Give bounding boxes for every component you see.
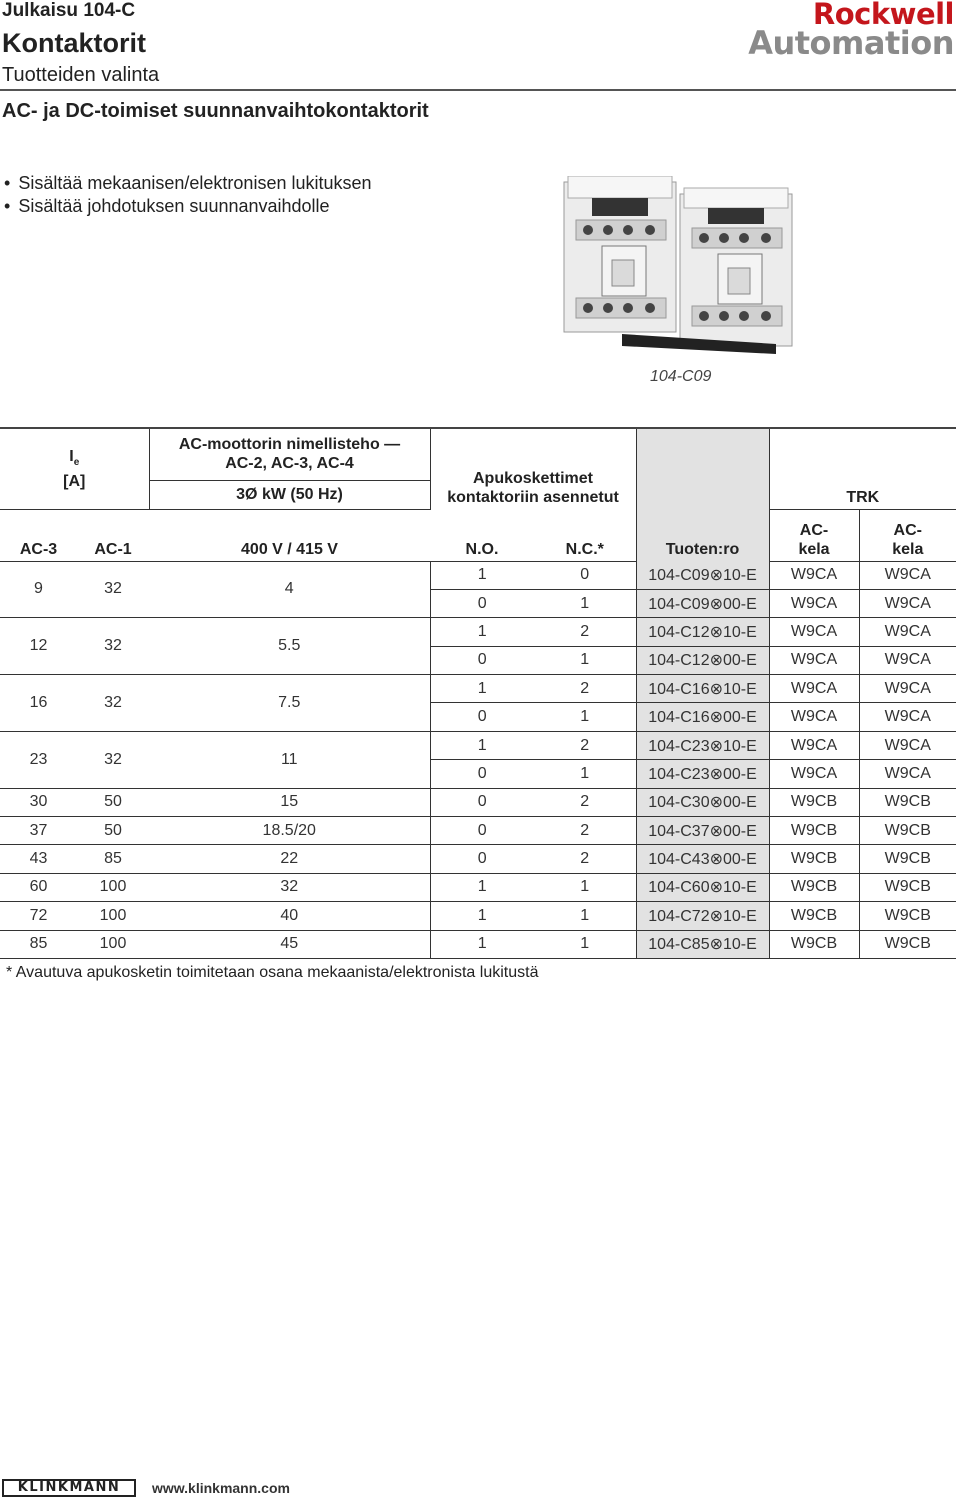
aux-contacts-line1: Apukoskettimet <box>472 470 594 487</box>
ac3-cell: 9 <box>0 561 77 618</box>
header-divider <box>0 89 956 91</box>
ie-unit: [A] <box>63 472 86 490</box>
catalog-cell: 104-C37⊗00-E <box>636 817 769 845</box>
brand-logo <box>748 0 954 62</box>
ac1-cell: 32 <box>77 731 149 788</box>
coil1-cell: W9CA <box>769 646 859 674</box>
catalog-cell: 104-C12⊗00-E <box>636 646 769 674</box>
aux-contacts-line2: kontaktoriin asennetut <box>447 489 619 506</box>
catalog-cell: 104-C30⊗00-E <box>636 788 769 816</box>
kw-cell: 4 <box>149 561 430 618</box>
ac3-cell: 85 <box>0 930 77 958</box>
publication-number: Julkaisu 104-C <box>2 0 136 21</box>
voltage-label: 400 V / 415 V <box>241 540 338 558</box>
nc-cell: 1 <box>534 703 636 731</box>
nc-cell: 1 <box>534 646 636 674</box>
no-cell: 1 <box>430 930 534 958</box>
coil2-line2: kela <box>892 540 924 558</box>
ac3-cell: 43 <box>0 845 77 873</box>
kw-cell: 5.5 <box>149 618 430 675</box>
ac1-header <box>77 509 149 561</box>
ac3-cell: 72 <box>0 902 77 930</box>
ac1-cell: 100 <box>77 902 149 930</box>
catalog-cell: 104-C16⊗00-E <box>636 703 769 731</box>
coil1-cell: W9CB <box>769 788 859 816</box>
motor-rating-line2: AC-2, AC-3, AC-4 <box>225 455 354 473</box>
coil1-cell: W9CB <box>769 930 859 958</box>
ac1-cell: 32 <box>77 561 149 618</box>
no-cell: 0 <box>430 589 534 617</box>
coil2-cell: W9CA <box>859 703 956 731</box>
ac3-cell: 12 <box>0 618 77 675</box>
product-image-caption: 104-C09 <box>650 368 712 385</box>
catalog-cell: 104-C43⊗00-E <box>636 845 769 873</box>
catalog-cell: 104-C85⊗10-E <box>636 930 769 958</box>
catalog-cell: 104-C23⊗10-E <box>636 731 769 759</box>
nc-cell: 2 <box>534 618 636 646</box>
ac3-cell: 16 <box>0 675 77 732</box>
nc-cell: 2 <box>534 845 636 873</box>
nc-cell: 2 <box>534 788 636 816</box>
nc-cell: 1 <box>534 902 636 930</box>
table-row <box>0 731 956 759</box>
table-row <box>0 675 956 703</box>
ie-header <box>0 428 149 509</box>
page-subtitle: Tuotteiden valinta <box>2 64 160 86</box>
coil2-cell: W9CB <box>859 817 956 845</box>
ie-subscript: e <box>73 456 80 468</box>
no-cell: 1 <box>430 902 534 930</box>
nc-cell: 1 <box>534 873 636 901</box>
no-cell: 0 <box>430 703 534 731</box>
catalog-number-header <box>636 428 769 561</box>
ac1-cell: 32 <box>77 618 149 675</box>
catalog-cell: 104-C16⊗10-E <box>636 675 769 703</box>
coil1-cell: W9CA <box>769 589 859 617</box>
no-cell: 1 <box>430 618 534 646</box>
nc-cell: 2 <box>534 675 636 703</box>
no-cell: 0 <box>430 845 534 873</box>
trk-header <box>769 428 956 509</box>
table-row <box>0 618 956 646</box>
no-cell: 0 <box>430 788 534 816</box>
table-row <box>0 561 956 589</box>
nc-cell: 1 <box>534 589 636 617</box>
coil2-cell: W9CA <box>859 760 956 788</box>
kw-cell: 7.5 <box>149 675 430 732</box>
nc-cell: 2 <box>534 731 636 759</box>
table-row <box>0 902 956 930</box>
ac3-cell: 37 <box>0 817 77 845</box>
motor-rating-header <box>149 428 430 480</box>
nc-cell: 1 <box>534 930 636 958</box>
coil2-cell: W9CA <box>859 731 956 759</box>
contactor-product-image <box>562 176 798 360</box>
voltage-header <box>149 509 430 561</box>
no-cell: 0 <box>430 646 534 674</box>
coil2-cell: W9CB <box>859 902 956 930</box>
coil2-header <box>859 509 956 561</box>
coil1-cell: W9CA <box>769 561 859 589</box>
catalog-cell: 104-C72⊗10-E <box>636 902 769 930</box>
kw-cell: 40 <box>149 902 430 930</box>
no-cell: 0 <box>430 760 534 788</box>
coil2-cell: W9CA <box>859 646 956 674</box>
coil1-cell: W9CA <box>769 703 859 731</box>
no-cell: 1 <box>430 873 534 901</box>
coil2-cell: W9CB <box>859 788 956 816</box>
coil1-line2: kela <box>798 540 830 558</box>
coil2-cell: W9CA <box>859 675 956 703</box>
kw-cell: 15 <box>149 788 430 816</box>
coil1-cell: W9CA <box>769 675 859 703</box>
coil2-cell: W9CB <box>859 930 956 958</box>
table-row <box>0 845 956 873</box>
coil1-cell: W9CB <box>769 845 859 873</box>
ie-symbol: I <box>69 447 74 465</box>
feature-item: • Sisältää mekaanisen/elektronisen lukituksen <box>4 172 372 195</box>
distributor-logo: KLINKMANN <box>2 1479 136 1497</box>
ac1-cell: 50 <box>77 788 149 816</box>
coil1-cell: W9CA <box>769 731 859 759</box>
nc-cell: 2 <box>534 817 636 845</box>
coil2-cell: W9CA <box>859 618 956 646</box>
nc-cell: 0 <box>534 561 636 589</box>
coil2-cell: W9CB <box>859 873 956 901</box>
kw-cell: 45 <box>149 930 430 958</box>
power-header <box>149 480 430 509</box>
catalog-cell: 104-C09⊗00-E <box>636 589 769 617</box>
coil2-cell: W9CA <box>859 589 956 617</box>
no-cell: 1 <box>430 561 534 589</box>
feature-item: • Sisältää johdotuksen suunnanvaihdolle <box>4 195 372 218</box>
page-title: Kontaktorit <box>2 28 146 58</box>
table-row <box>0 930 956 958</box>
brand-logo-line2: Automation <box>748 24 954 62</box>
coil1-line1: AC- <box>799 521 829 539</box>
coil2-cell: W9CB <box>859 845 956 873</box>
ac1-cell: 100 <box>77 873 149 901</box>
brand-logo-line1: Rockwell <box>812 0 954 31</box>
table-body <box>0 561 956 958</box>
coil1-cell: W9CB <box>769 873 859 901</box>
ac1-cell: 85 <box>77 845 149 873</box>
ac1-label: AC-1 <box>94 540 132 558</box>
no-header <box>430 509 534 561</box>
ac3-cell: 60 <box>0 873 77 901</box>
table-row <box>0 788 956 816</box>
section-title: AC- ja DC-toimiset suunnanvaihtokontaktorit <box>2 100 429 122</box>
table-row <box>0 873 956 901</box>
ac1-cell: 50 <box>77 817 149 845</box>
catalog-cell: 104-C60⊗10-E <box>636 873 769 901</box>
ac3-cell: 23 <box>0 731 77 788</box>
coil2-cell: W9CA <box>859 561 956 589</box>
catalog-cell: 104-C09⊗10-E <box>636 561 769 589</box>
motor-rating-line1: AC-moottorin nimellisteho — <box>178 436 401 454</box>
kw-cell: 22 <box>149 845 430 873</box>
no-cell: 0 <box>430 817 534 845</box>
power-label: 3Ø kW (50 Hz) <box>236 486 343 503</box>
trk-label: TRK <box>846 488 880 506</box>
no-label: N.O. <box>465 540 499 558</box>
kw-cell: 18.5/20 <box>149 817 430 845</box>
feature-list <box>4 172 372 218</box>
no-cell: 1 <box>430 731 534 759</box>
nc-header <box>534 509 636 561</box>
no-cell: 1 <box>430 675 534 703</box>
coil1-cell: W9CA <box>769 760 859 788</box>
product-selection-table <box>0 427 956 959</box>
ac3-label: AC-3 <box>19 540 58 558</box>
ac1-cell: 100 <box>77 930 149 958</box>
coil1-cell: W9CB <box>769 817 859 845</box>
footer-url[interactable]: www.klinkmann.com <box>152 1480 290 1496</box>
coil1-header <box>769 509 859 561</box>
kw-cell: 32 <box>149 873 430 901</box>
coil2-line1: AC- <box>893 521 922 539</box>
nc-cell: 1 <box>534 760 636 788</box>
kw-cell: 11 <box>149 731 430 788</box>
ac3-header <box>0 509 77 561</box>
aux-contacts-header <box>430 428 636 509</box>
catalog-cell: 104-C12⊗10-E <box>636 618 769 646</box>
ac3-cell: 30 <box>0 788 77 816</box>
ac1-cell: 32 <box>77 675 149 732</box>
coil1-cell: W9CA <box>769 618 859 646</box>
table-row <box>0 817 956 845</box>
catalog-cell: 104-C23⊗00-E <box>636 760 769 788</box>
catalog-number-label: Tuoten:ro <box>665 541 740 558</box>
table-footnote: * Avautuva apukosketin toimitetaan osana mekaanista/elektronista lukitustä <box>6 964 539 981</box>
nc-label: N.C.* <box>565 540 604 558</box>
coil1-cell: W9CB <box>769 902 859 930</box>
